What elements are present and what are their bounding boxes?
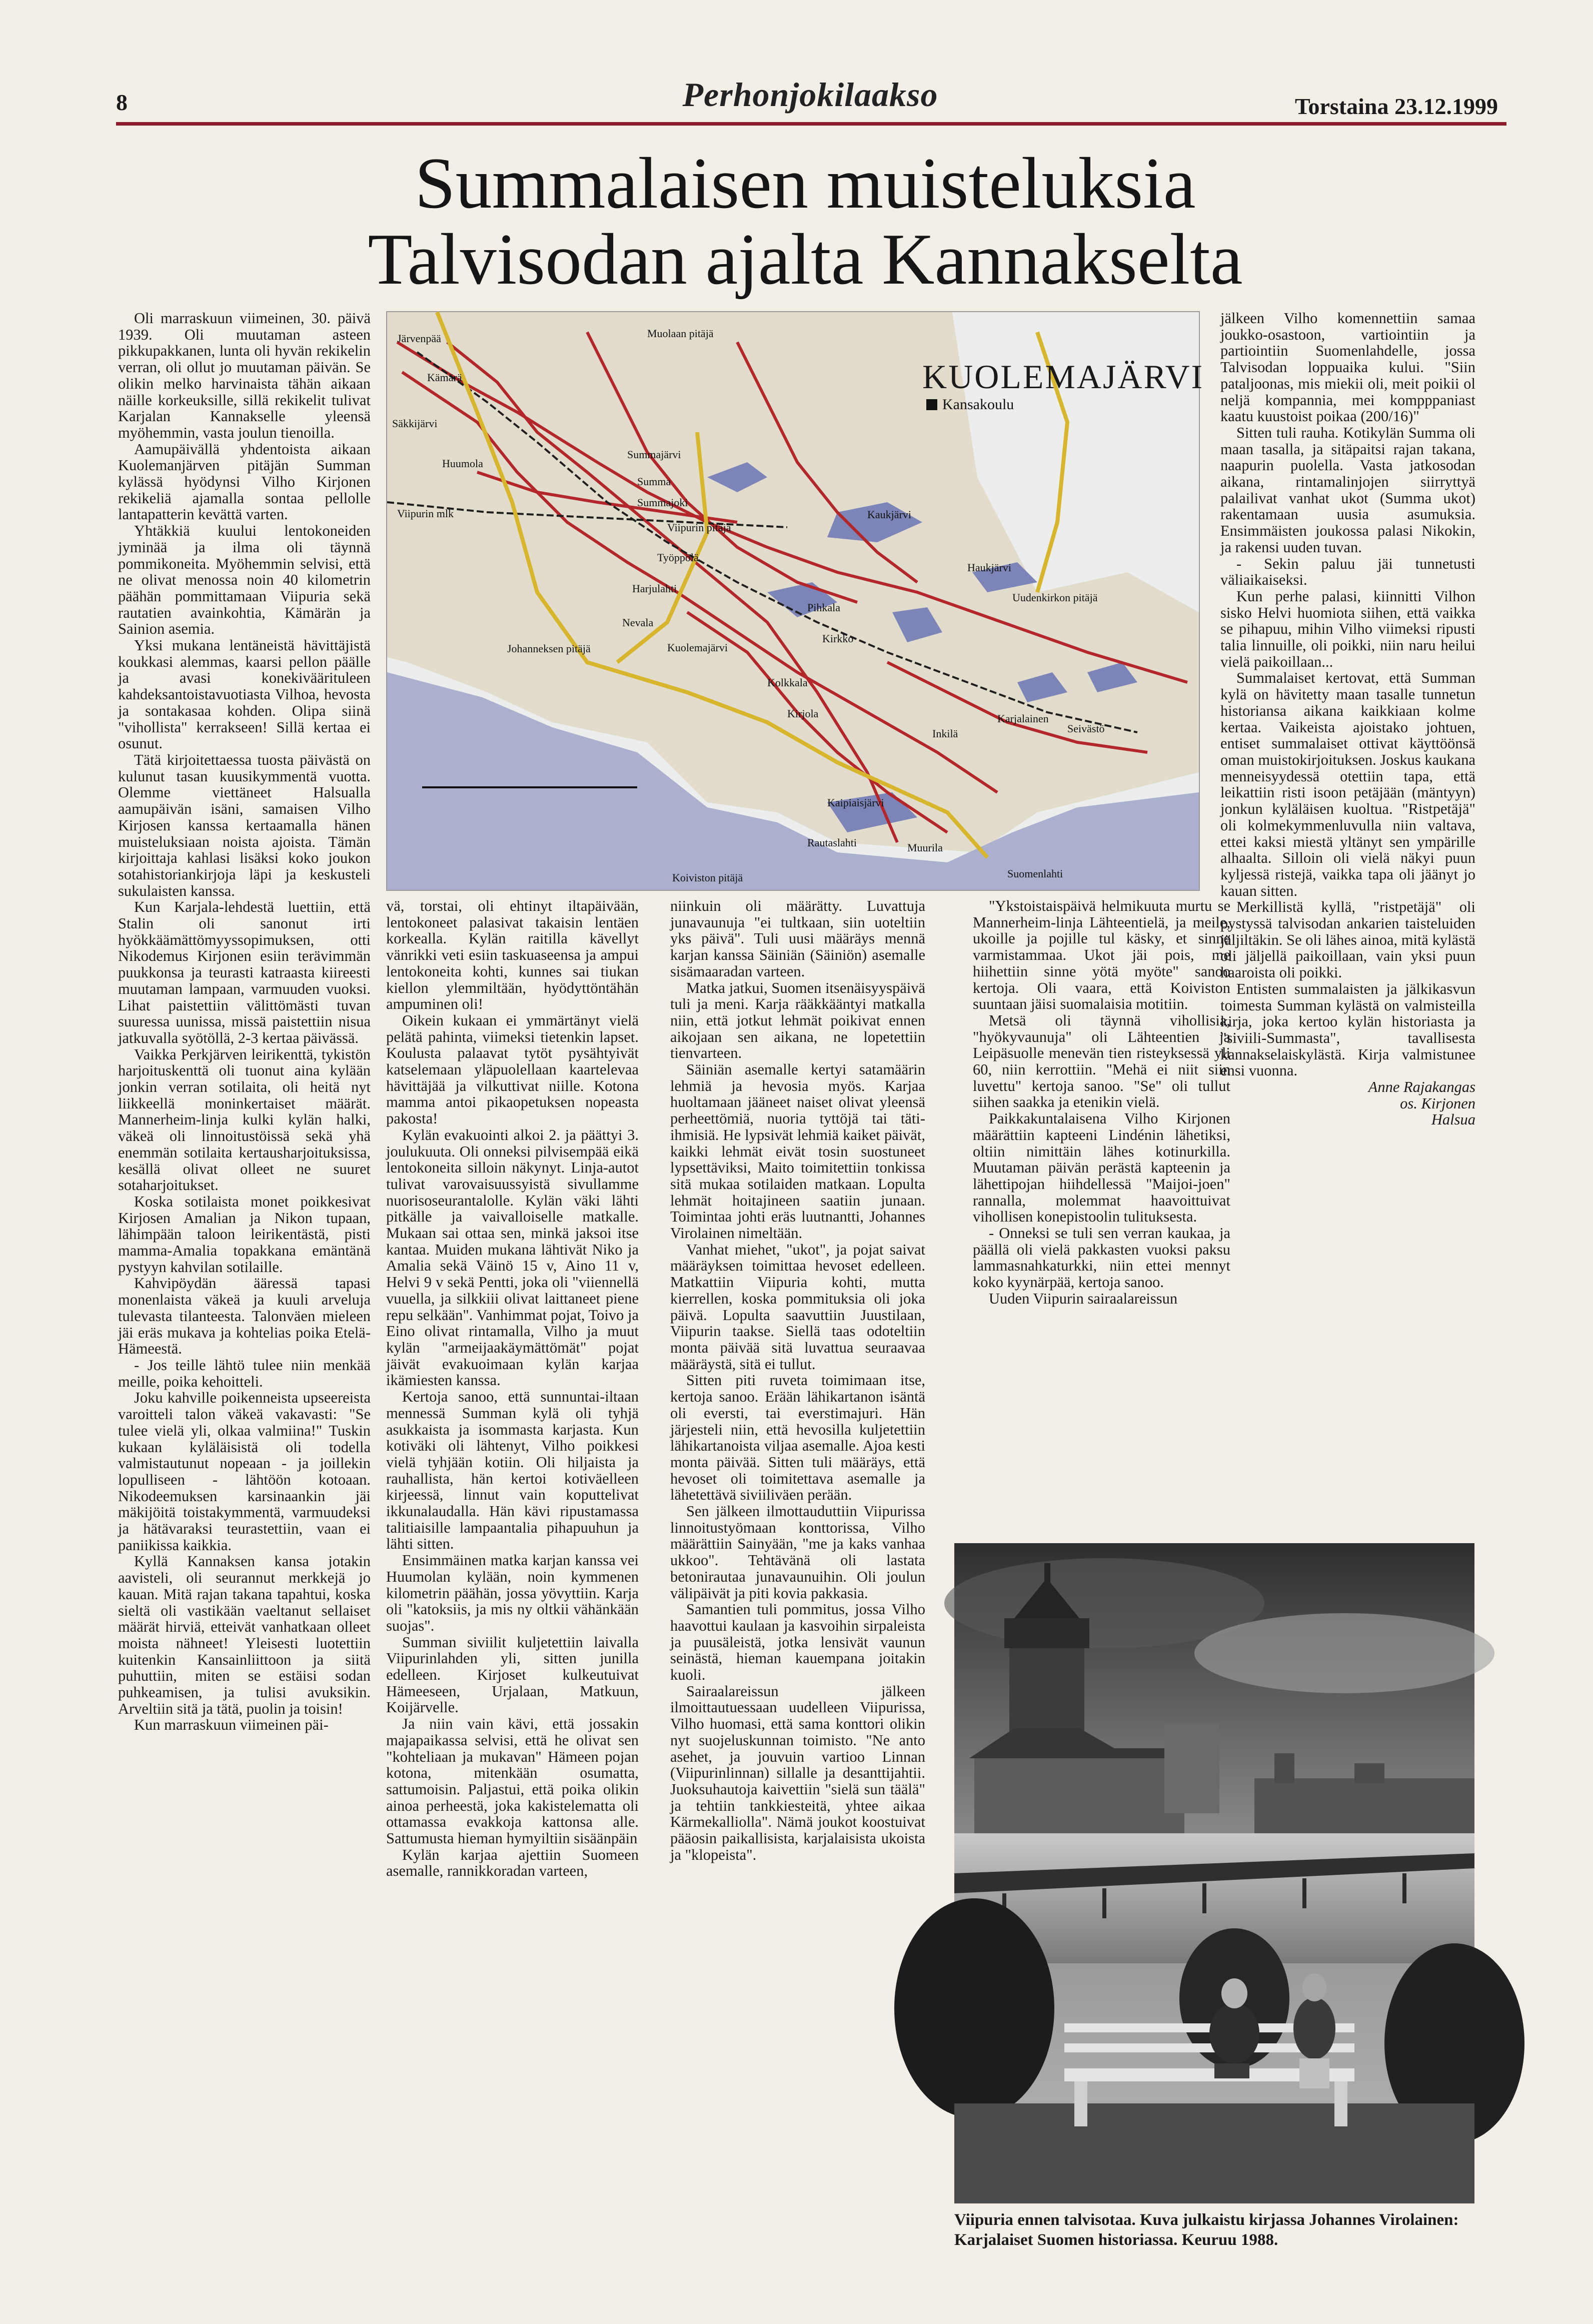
paragraph: Kyllä Kannaksen kansa jotakin aavisteli, oli seurannut merkkejä jo kauan. Mitä rajan takana tapahtui, koska sieltä oli vastikään vaeltanut sellaiset määrät hirviä, etteivät vanhatkaan olleet moista nähneet! Yleisesti luotettiin kuitenkin Kansainliittoon ja siitä puhuttiin, miten se estäisi sodan puhkeamisen, ja tulisi avuksikin. Arveltiin sitä ja tätä, puolin ja toisin!: [118, 1553, 371, 1717]
paragraph: Sen jälkeen ilmottauduttiin Viipurissa linnoitustyömaan konttorissa, Vilho määrättiin Sainyään, "me ja kaks vanhaa ukkoo". Tehtävänä oli lastata betonirautaa junavaunuihin. Oli joulun välipäivät ja piti kovia pakkasia.: [670, 1503, 925, 1602]
author-signature-name: Anne Rajakangas: [1368, 1078, 1475, 1096]
map-label: Johanneksen pitäjä: [507, 642, 591, 655]
map-label: Kuolemajärvi: [667, 641, 728, 654]
paragraph: Kun perhe palasi, kiinnitti Vilhon sisko Helvi huomiota siihen, että vaikka se pihapuu, mihin Vilho viimeksi ripusti talia linnuille, oli poikki, niin naru heilui vielä paikoillaan...: [1220, 587, 1475, 670]
paragraph: Tätä kirjoitettaessa tuosta päivästä on kulunut tasan kuusikymmentä vuotta. Olemme viettäneet Halsualla aamupäivän isäni, samaisen Vilho Kirjosen kanssa kertaamalla hänen muisteluksiaan noista ajoista. Tämän kirjoittaja kahlasi lisäksi koko joukon sotahistoriankirjoja läpi ja keskusteli sukulaisten kanssa.: [118, 751, 371, 899]
viipuri-castle-photo: [954, 1543, 1474, 2203]
header-rule: [116, 122, 1506, 126]
school-marker-icon: [926, 399, 937, 410]
issue-date: Torstaina 23.12.1999: [1295, 94, 1498, 119]
paragraph: Sitten tuli rauha. Kotikylän Summa oli maan tasalla, ja sitäpaitsi rajan takana, naapurin puolella. Vasta jatkosodan aikana, rintamalinjojen siirryttyä palailivat vanhat ukot (Summa ukot) rakentamaan uusia asumuksia. Ensimmäisten joukossa palasi Nikokin, ja rakensi uuden tuvan.: [1220, 424, 1475, 556]
kuolemajarvi-map: [386, 311, 1204, 891]
headline-line-1: Summalaisen muisteluksia: [415, 143, 1196, 224]
map-label: Inkilä: [932, 727, 958, 740]
paragraph: Kertoja sanoo, että sunnuntai-iltaan mennessä Summan kylä oli tyhjä asukkaista ja isommasta karjasta. Kun kotiväki oli lähtenyt, Vilho poikkesi vielä tyhjään kotiin. Oli hiljaista ja rauhallista, hän kertoi kotiväelleen kirjeessä, linnut vain koputtelivat ikkunalaudalla. Hän kävi ripustamassa talitiaisille lampaantalia pihapuuhun ja lähti sitten.: [386, 1388, 639, 1553]
paragraph: Sitten piti ruveta toimimaan itse, kertoja sanoo. Erään lähikartanon isäntä oli eversti, tai everstimajuri. Hän järjesteli niin, että hevosilla kuljetettiin lähikartanoista viljaa asemalle. Ajoa kesti monta päivää. Sitten tuli määräys, että hevoset oli toimitettava asemalle ja lähetettävä siviiliväen perään.: [670, 1372, 925, 1504]
paragraph: Merkillistä kyllä, "ristpetäjä" oli pystyssä talvisodan ankarien taisteluiden jäljiltäkin. Se oli lähes ainoa, mitä kylästä oli jäljellä paikoillaan, vain yksi puun haaroista oli poikki.: [1220, 898, 1475, 981]
article-column-3-lower: [670, 1543, 935, 2306]
paragraph: Metsä oli täynnä vihollisia, "hyökyvaunuja" oli Lähteentien ja Leipäsuolle menevän tien risteyksessä yli 60, niin kerrottiin. "Mehä ei niit siin luvettu" kertoja sanoo. "Se" oli tullut siihen saakka ja etenikin vielä.: [973, 1011, 1230, 1111]
paragraph: - Sekin paluu jäi tunnetusti väliaikaiseksi.: [1220, 555, 1475, 589]
map-label: Suomenlahti: [1007, 867, 1063, 880]
map-label: Uudenkirkon pitäjä: [1012, 591, 1098, 604]
map-label: Kirkko: [822, 632, 854, 645]
map-label: Työppölä: [657, 551, 699, 564]
map-label: Säkkijärvi: [392, 417, 438, 430]
paragraph: Vanhat miehet, "ukot", ja pojat saivat määräyksen toimittaa hevoset edelleen. Matkattiin Viipuria kohti, mutta kierrellen, koska pommituksia oli joka päivä. Lopulta saavuttiin Juustilaan, Viipurin taakse. Siellä taas odoteltiin monta päivää sitä luvattua seuraavaa määräystä, sitä ei tullut.: [670, 1241, 925, 1373]
headline-line-2: Talvisodan ajalta Kannakselta: [368, 219, 1243, 300]
publication-logo: Perhonjokilaakso: [682, 76, 938, 114]
paragraph: Yksi mukana lentäneistä hävittäjistä koukkasi alemmas, kaarsi pellon päälle ja avasi konekiväärituleen kahdeksantoistavuotiasta Vilhoa, hevosta ja sontakasaa kohden. Olipa siinä "vihollista" kerrakseen! Sillä kertaa ei osunut.: [118, 637, 371, 752]
paragraph: Oikein kukaan ei ymmärtänyt vielä pelätä pahinta, viimeksi tietenkin lapset. Koulusta palaavat tytöt pysähtyivät katselemaan yläpuolellaan kaartelevaa hävittäjää ja vilkuttivat niille. Kotona mamma antoi pikaopetuksen nopeasta pakosta!: [386, 1011, 639, 1127]
paragraph: vä, torstai, oli ehtinyt iltapäivään, lentokoneet palasivat takaisin lentäen korkealla. Kylän raitilla kävellyt vänrikki veti esiin taskuaseensa ja ampui lentokoneita kohti, kunnes sai tiukan kiellon ylemmiltään, hyödyttöntähän ampuminen oli!: [386, 897, 639, 1013]
paragraph: Matka jatkui, Suomen itsenäisyyspäivä tuli ja meni. Karja rääkkääntyi matkalla niin, että jotkut lehmät poikivat ennen aikojaan sen aikana, ne lopetettiin tienvarteen.: [670, 979, 925, 1062]
map-label: Summa: [637, 475, 671, 488]
paragraph: Paikkakuntalaisena Vilho Kirjonen määrättiin kapteeni Lindénin lähetiksi, oltiin nimittäin lähes kotinurkilla. Muutaman päivän perästä kapteenin ja lähettipojan hiihdellessä "Maijoi-joen" rannalla, molemmat haavoittuivat vihollisen konepistoolin tulituksesta.: [973, 1110, 1230, 1226]
paragraph: Ensimmäinen matka karjan kanssa vei Huumolan kylään, noin kymmenen kilometrin päähän, jossa yövyttiin. Karja oli "katoksiis, ja mis ny oltkii vähänkään suojas".: [386, 1552, 639, 1634]
paragraph: Säiniän asemalle kertyi satamäärin lehmiä ja hevosia myös. Karjaa huoltamaan jääneet naiset olivat yleensä perheettömiä, nuoria tyttöjä tai täti-ihmisiä. He lypsivät lehmiä kaiket päivät, kaikki lehmät eivät tosin suostuneet lypsettäviksi, Maito toimitettiin tonkissa sitä mukaa sotilaiden matkaan. Lopulta lehmät hoitajineen saatiin junaan. Toimintaa johti eräs luutnantti, Johannes Virolainen nimeltään.: [670, 1061, 925, 1242]
paragraph: Aamupäivällä yhdentoista aikaan Kuolemanjärven pitäjän Summan kylässä hyödynsi Vilho Kirjonen rekikeliä ajamalla sontaa pellolle lantapatterin kevättä varten.: [118, 440, 371, 523]
map-label: Koiviston pitäjä: [672, 871, 743, 884]
map-title: KUOLEMAJÄRVI: [922, 358, 1204, 396]
paragraph: Kylän evakuointi alkoi 2. ja päättyi 3. joulukuuta. Oli onneksi pilvisempää eikä lentokoneita silloin näkynyt. Linja-autot tulivat varovaisuussyistä sivullamme nuorisoseurantalolle. Kylän väki lähti pitkälle ja vaivalloiselle matkalle. Mukaan sai ottaa sen, minkä jaksoi itse kantaa. Muiden mukana lähtivät Niko ja Amalia sekä Väinö 15 v, Aino 11 v, Helvi 9 v sekä Pentti, joka oli "viiennellä vuuella, ja silkkiii olivat laittaneet piene repu selkään". Vanhimmat pojat, Toivo ja Eino olivat rintamalla, Vilho ja muut kylän "armeijaakäymättömät" pojat jäivät evakuoimaan kylän karjaa ikämiesten kanssa.: [386, 1126, 639, 1389]
map-label: Huumola: [442, 457, 483, 470]
author-signature-place: Halsua: [1431, 1111, 1475, 1128]
article-column-3: [670, 897, 925, 1863]
map-label: Pihkala: [807, 601, 840, 614]
map-label: Nevala: [622, 616, 654, 629]
map-legend: [926, 396, 1014, 413]
map-label: Rautaslahti: [807, 836, 857, 849]
paragraph: Yhtäkkiä kuului lentokoneiden jyminää ja ilma oli täynnä pommikoneita. Myöhemmin selvisi, että ne olivat menossa noin 40 kilometrin päähän pommittamaan Viipuria sekä rautatien avainkohtia, Kämärän ja Sainion asemia.: [118, 522, 371, 638]
paragraph: Joku kahville poikenneista upseereista varoitteli talon väkeä vakavasti: "Se tulee vielä yli, olkaa valmiina!" Tuskin kukaan kyläläisistä oli todella valmistautunut nopeaan - ja joillekin lopulliseen - lähtöön kotoaan. Nikodeemuksen karsinaankin jäi mäkijöitä toistakymmentä, varmuudeksi ja hätävaraksi teurastettiin, vaan ei paniikissa kaikkia.: [118, 1389, 371, 1554]
map-label: Kirjola: [787, 707, 819, 720]
paragraph: Uuden Viipurin sairaalareissun: [989, 1290, 1178, 1307]
author-signature-maiden: os. Kirjonen: [1400, 1094, 1475, 1112]
map-label: Viipurin pitäjä: [667, 521, 731, 534]
article-headline: [125, 143, 1485, 300]
article-column-1: [118, 310, 371, 2306]
paragraph: Kun Karjala-lehdestä luettiin, että Stalin oli sanonut irti hyökkäämättömyyssopimuksen, otti Nikodemus Kirjonen esiin terävimmän puukkonsa ja teurasti katraasta kiireesti muutaman lampaan, varmuuden vuoksi. Lihat paistettiin välittömästi tuvan suuressa uunissa, missä paistettiin nisua jatkuvalla syötöllä, 2-3 kertaa päivässä.: [118, 898, 371, 1046]
paragraph: Samantien tuli pommitus, jossa Vilho haavottui kaulaan ja kasvoihin sirpaleista ja puusäleistä, jotka lensivät vaunun seinästä, hieman kauempana joitakin kuoli.: [670, 1601, 925, 1684]
paragraph: - Jos teille lähtö tulee niin menkää meille, poika kehoitteli.: [118, 1357, 371, 1390]
map-label: Kaipiaisjärvi: [827, 796, 884, 809]
page-number: 8: [116, 90, 128, 115]
paragraph: "Ykstoistaispäivä helmikuuta murtu se Mannerheim-linja Lähteentielä, ja meile, ukoille ja pojille tul käsky, et sinne varmistammaa. Ukot jäi pois, me hiihettiin sinne yötä myöte" sanoo kertoja. Oli vaara, että Koiviston suuntaan jäisi suomalaisia motitiin.: [973, 897, 1230, 1013]
paragraph: Oli marraskuun viimeinen, 30. päivä 1939. Oli muutaman asteen pikkupakkanen, lunta oli hyvän rekikelin verran, oli ollut jo muutaman päivän. Se olikin melko harvinaista tähän aikaan näille korkeuksille, sillä rekikelit tulivat Karjalan Kannakselle yleensä myöhemmin, vasta joulun tienoilla.: [118, 310, 371, 441]
map-label: Muolaan pitäjä: [647, 327, 714, 340]
map-label: Seivästö: [1067, 722, 1105, 735]
map-legend-label: Kansakoulu: [942, 396, 1014, 413]
article-column-5: [1220, 310, 1475, 1481]
map-label: Kämärä: [427, 371, 462, 384]
paragraph: Kun marraskuun viimeinen päi-: [134, 1716, 329, 1734]
map-label: Kaukjärvi: [867, 508, 911, 521]
map-label: Järvenpää: [397, 332, 441, 345]
map-label: Summajärvi: [627, 448, 681, 461]
paragraph: Vaikka Perkjärven leirikenttä, tykistön harjoituskenttä oli tuonut aina kylään jonkin verran sotilaita, oli heitä nyt liikkeellä moninkertaiset määrät. Mannerheim-linja kulki kylän halki, väkeä oli linnoitustöissä sekä yhä enemmän sotilaita kertausharjoituksissa, kesällä olivat olleet ne suuret sotaharjoitukset.: [118, 1045, 371, 1194]
paragraph: Summan siviilit kuljetettiin laivalla Viipurinlahden yli, sitten junilla edelleen. Kirjoset kulkeutuivat Hämeeseen, Urjalaan, Matkuun, Koijärvelle.: [386, 1633, 639, 1716]
paragraph: Koska sotilaista monet poikkesivat Kirjosen Amalian ja Nikon tupaan, lähimpään taloon leirikentästä, pisti mamma-Amalia topakkana emäntänä pystyyn kahvilan sotilaille.: [118, 1193, 371, 1276]
article-column-4: [973, 898, 1230, 1541]
photo-graphic: [954, 1543, 1474, 2203]
paragraph: niinkuin oli määrätty. Luvattuja junavaunuja "ei tultkaan, siin uoteltiin yks päivä". Tuli uusi määräys mennä karjan kanssa Säiniän (Säiniön) asemalle sisämaaradan varteen.: [670, 897, 925, 980]
map-label: Kolkkala: [767, 676, 808, 689]
map-label: Summajoki: [637, 496, 688, 509]
paragraph: jälkeen Vilho komennettiin samaa joukko-osastoon, vartiointiin ja partiointiin Suomenlahdelle, jossa Talvisodan loppuaika kului. "Siin pataljoonas, mis miekii oli, meit poikii ol neljä kompannia, mei kompppaniast kaatu kuustoist poikaa (200/16)": [1220, 310, 1475, 425]
map-label: Viipurin mlk: [397, 507, 454, 520]
map-label: Muurila: [907, 841, 943, 854]
map-label: Harjulahti: [632, 582, 677, 595]
article-column-2: [386, 898, 639, 2306]
paragraph: Entisten summalaisten ja jälkikasvun toimesta Summan kylästä on valmisteilla kirja, joka kertoo kylän historiasta ja "siviili-Summasta", tavallisesta kannakselaiskylästä. Kirja valmistunee ensi vuonna.: [1220, 980, 1475, 1079]
paragraph: Sairaalareissun jälkeen ilmoittautuessaan uudelleen Viipurissa, Vilho huomasi, että sama konttori olikin nyt suojeluskunnan toimisto. "Ne anto asehet, ja jouvuin vartioo Linnan (Viipurinlinnan) sillalle ja desanttijahtii. Juoksuhautoja kaivettiin "sielä sun täälä" ja tehtiin tankkiesteitä, yhtee aikaa Kärmekalliolla". Nämä joukot koostuivat pääosin paikallisista, karjalaisista ukoista ja "klopeista".: [670, 1682, 925, 1863]
paragraph: - Onneksi se tuli sen verran kaukaa, ja päällä oli vielä pakkasten vuoksi paksu lammasnahkaturkki, niin ettei mennyt koko kyynärpää, kertoja sanoo.: [973, 1225, 1230, 1291]
map-label: Haukjärvi: [967, 561, 1011, 574]
photo-caption: Viipuria ennen talvisotaa. Kuva julkaistu kirjassa Johannes Virolainen: Karjalaiset Suomen historiassa. Keuruu 1988.: [954, 2211, 1459, 2249]
paragraph: Summalaiset kertovat, että Summan kylä on hävitetty maan tasalle tunnetun historiansa aikana kaikkiaan kolme kertaa. Vaikeista ajoistako johtuen, entiset summalaiset ottivat käyttöönsä oman muistokirjoituksen. Joskus kaukana menneisyydessä otettiin tapa, että leikattiin risti isoon petäjään (mäntyyn) jonkun kyläläisen kuoltua. "Ristpetäjä" oli kolmekymmenluvulla niin valtava, ettei kaksi miestä yltänyt sen ympärille alhaalta. Silloin oli vielä näkyi puun kyljessä ristejä, vaikka tapa oli jäänyt jo kauan sitten.: [1220, 669, 1475, 899]
paragraph: Kylän karjaa ajettiin Suomeen asemalle, rannikkoradan varteen,: [386, 1846, 639, 1880]
paragraph: Ja niin vain kävi, että jossakin majapaikassa selvisi, että he olivat sen "kohteliaan ja mukavan" Hämeen pojan kotona, mitenkään osumatta, sattumoisin. Paljastui, että poika olikin ainoa perheestä, joka kakistelematta oli ottamassa evakkoja kattonsa alle. Sattumusta hieman hymyiltiin sisäänpäin: [386, 1715, 639, 1847]
paragraph: Kahvipöydän ääressä tapasi monenlaista väkeä ja kuuli arveluja tulevasta tilanteesta. Talonväen mieleen jäi eräs mukava ja kohtelias poika Etelä-Hämeestä.: [118, 1275, 371, 1358]
map-label: Karjalainen: [997, 712, 1049, 725]
